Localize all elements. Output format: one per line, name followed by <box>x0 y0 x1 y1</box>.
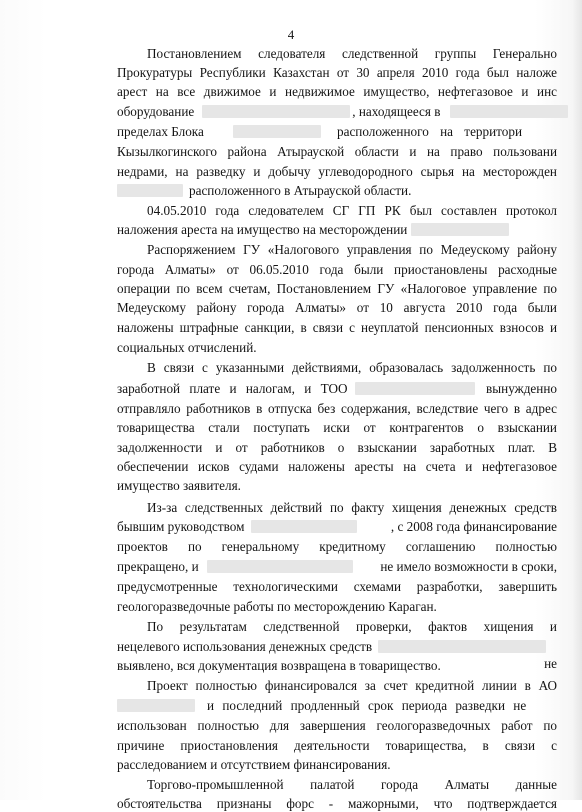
text-line: Проект полностью финансировался за счет кредитной линии в АО <box>147 678 557 693</box>
text-line: Из-за следственных действий по факту хищения денежных средств <box>147 500 557 515</box>
text-line: имущество заявителя. <box>117 478 241 493</box>
text-line: социальных отчислений. <box>117 340 257 355</box>
redacted-block <box>233 125 321 138</box>
text-line: выявлено, вся документация возвращена в товарищество. <box>117 658 441 673</box>
text-line: причине приостановления деятельности товарищества, в связи с <box>117 738 557 753</box>
text-line: арест на все движимое и недвижимое имущество, нефтегазовое и инс <box>117 84 557 99</box>
text-line: 04.05.2010 года следователем СГ ГП РК был составлен протокол <box>147 203 557 218</box>
redacted-block <box>207 560 353 573</box>
text-line: проектов по генеральному кредитному соглашению полностью <box>117 539 557 554</box>
text-line: прекращено, и не имело возможности в сроки, <box>117 559 557 574</box>
text-line: отправляло работников в отпуска без содержания, вследствие чего в адрес <box>117 401 557 416</box>
text-line: наложения ареста на имущество на месторождении <box>117 221 557 238</box>
text-line: заработной плате и налогам, и ТОО вынужденно <box>117 381 557 396</box>
text-line: нецелевого использования денежных средств не <box>117 639 557 671</box>
text-line: Кызылкогинского района Атырауской области и на право пользовани <box>117 144 557 159</box>
text-line: и последний продленный срок периода разведки не <box>117 697 557 714</box>
text-line: Торгово-промышленной палатой города Алматы данные <box>147 777 557 792</box>
redacted-block <box>378 640 546 653</box>
text-line: товарищества стали поступать иски от контрагентов о взыскании <box>117 420 557 435</box>
text-line: бывшим руководством , с 2008 года финансирование <box>117 519 557 534</box>
redacted-block <box>251 520 357 533</box>
redacted-block <box>355 382 475 395</box>
text-line: оборудование , находящееся в <box>117 103 557 120</box>
scan-edge-shadow <box>572 0 582 800</box>
text-line: Медеускому району города Алматы» от 10 августа 2010 года были <box>117 300 557 315</box>
text-line: расследованием и отсутствием финансирования. <box>117 757 391 772</box>
text-line: расположенного в Атырауской области. <box>117 182 557 199</box>
redacted-block <box>450 105 568 118</box>
redacted-block <box>117 699 195 712</box>
text-line: обстоятельства признаны форс - мажорными, что подтверждается <box>117 796 557 811</box>
text-line: геологоразведочные работы по месторождению Караган. <box>117 599 437 614</box>
text-line: использован полностью для завершения геологоразведочных работ по <box>117 718 557 733</box>
text-line: По результатам следственной проверки, фактов хищения и <box>147 619 557 634</box>
text-line: недрами, на разведку и добычу углеводородного сырья на месторожден <box>117 164 557 179</box>
text-line: Распоряжением ГУ «Налогового управления по Медеускому району <box>147 242 557 257</box>
text-line: операции по всем счетам, Постановлением ГУ «Налоговое управление по <box>117 281 557 296</box>
redacted-block <box>202 105 350 118</box>
text-line: пределах Блока расположенного на территори <box>117 124 522 139</box>
text-line: наложены штрафные санкции, в связи с неуплатой пенсионных взносов и <box>117 320 557 335</box>
text-line: города Алматы» от 06.05.2010 года были приостановлены расходные <box>117 262 557 277</box>
text-line: обеспечении исков судами наложены аресты на счета и нефтегазовое <box>117 459 557 474</box>
text-line: В связи с указанными действиями, образовалась задолженность по <box>147 360 557 375</box>
text-line: Прокуратуры Республики Казахстан от 30 апреля 2010 года был наложе <box>117 65 557 80</box>
redacted-block <box>411 223 509 236</box>
redacted-block <box>117 184 183 197</box>
page-number: 4 <box>287 27 295 42</box>
text-line: задолженности и от работников о взыскании заработных плат. В <box>117 440 557 455</box>
text-line: предусмотренные технологическими схемами разработки, завершить <box>117 579 557 594</box>
text-line: Постановлением следователя следственной группы Генерально <box>147 46 557 61</box>
